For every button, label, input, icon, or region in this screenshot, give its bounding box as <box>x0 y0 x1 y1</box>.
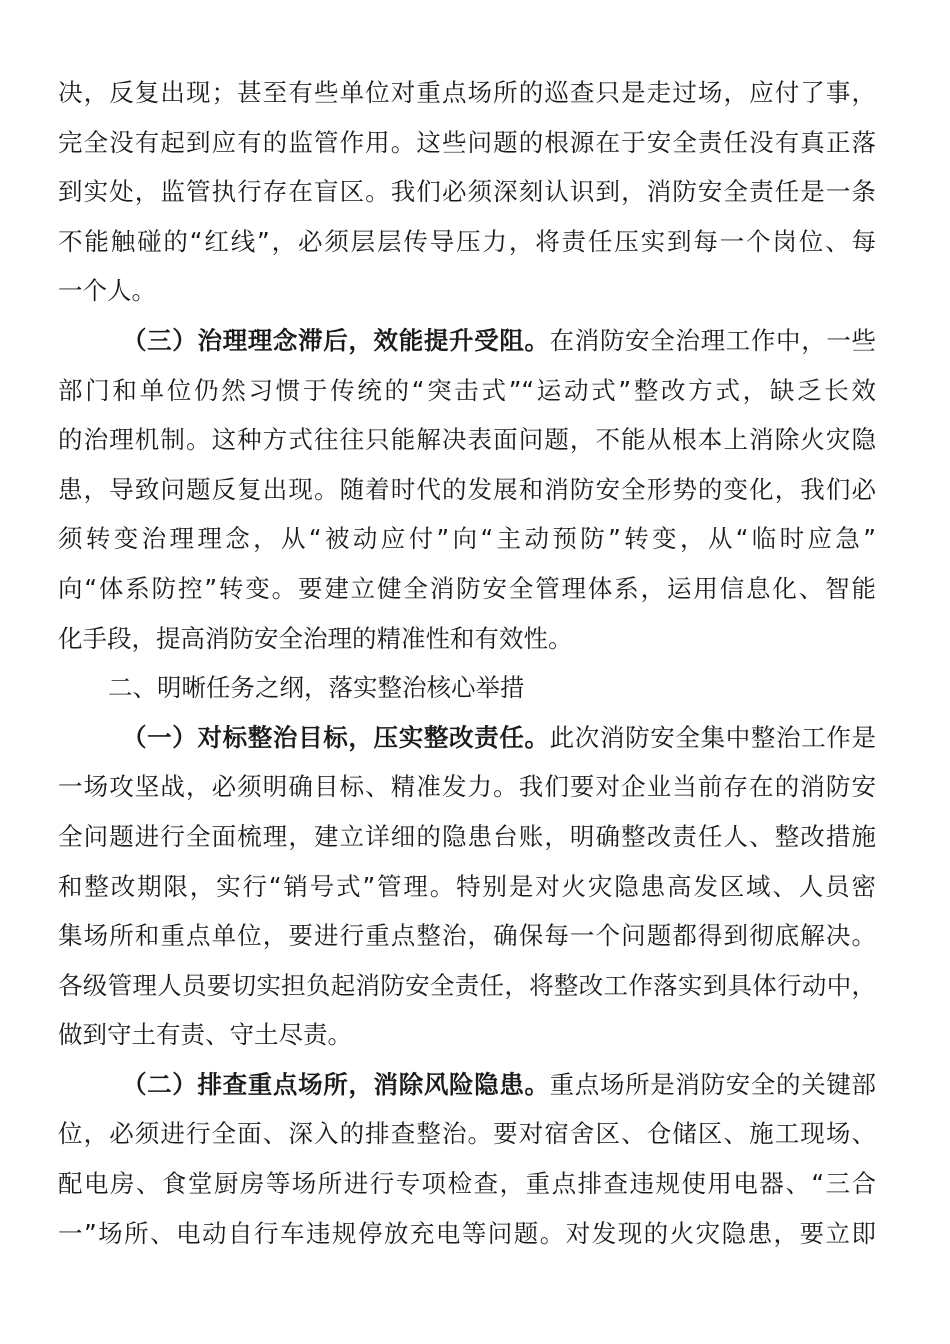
text-line: 一场攻坚战，必须明确目标、精准发力。我们要对企业当前存在的消防安 <box>58 772 876 802</box>
text-line <box>58 713 876 763</box>
text-line: 做到守土有责、守土尽责。 <box>58 1020 352 1050</box>
text-line: 决，反复出现；甚至有些单位对重点场所的巡查只是走过场，应付了事， <box>58 78 876 107</box>
text-line: 一”场所、电动自行车违规停放充电等问题。对发现的火灾隐患，要立即 <box>58 1218 876 1248</box>
section-heading: 二、明晰任务之纲，落实整治核心举措 <box>108 673 525 703</box>
text-line: 向“体系防控”转变。要建立健全消防安全管理体系，运用信息化、智能 <box>58 573 876 603</box>
subsection-heading: （二）排查重点场所，消除风险隐患。 <box>122 1069 550 1099</box>
text-line: 到实处，监管执行存在盲区。我们必须深刻认识到，消防安全责任是一条 <box>58 177 876 207</box>
text-line: 完全没有起到应有的监管作用。这些问题的根源在于安全责任没有真正落 <box>58 127 876 157</box>
text-line <box>58 1060 876 1110</box>
text-run: 此次消防安全集中整治工作是 <box>549 722 877 752</box>
paragraph-subsection-2 <box>58 1060 876 1258</box>
text-line: 一个人。 <box>58 276 156 306</box>
text-line: 集场所和重点单位，要进行重点整治，确保每一个问题都得到彻底解决。 <box>58 921 876 951</box>
paragraph-subsection-3 <box>58 316 876 663</box>
text-line: 化手段，提高消防安全治理的精准性和有效性。 <box>58 623 573 653</box>
text-line: 部门和单位仍然习惯于传统的“突击式”“运动式”整改方式，缺乏长效 <box>58 375 876 405</box>
text-line: 须转变治理理念，从“被动应付”向“主动预防”转变，从“临时应急” <box>58 524 876 554</box>
text-line: 的治理机制。这种方式往往只能解决表面问题，不能从根本上消除火灾隐 <box>58 425 876 455</box>
subsection-heading: （一）对标整治目标，压实整改责任。 <box>122 722 550 752</box>
text-line <box>58 316 876 366</box>
text-line: 位，必须进行全面、深入的排查整治。要对宿舍区、仓储区、施工现场、 <box>58 1119 876 1149</box>
text-line: 各级管理人员要切实担负起消防安全责任，将整改工作落实到具体行动中， <box>58 970 876 1000</box>
text-run: 在消防安全治理工作中，一些 <box>549 325 877 355</box>
text-line: 患，导致问题反复出现。随着时代的发展和消防安全形势的变化，我们必 <box>58 474 876 504</box>
paragraph-continued <box>58 68 876 316</box>
text-line: 全问题进行全面梳理，建立详细的隐患台账，明确整改责任人、整改措施 <box>58 821 876 851</box>
text-line: 和整改期限，实行“销号式”管理。特别是对火灾隐患高发区域、人员密 <box>58 871 876 901</box>
paragraph-subsection-1 <box>58 713 876 1060</box>
document-page <box>58 68 876 1258</box>
text-run: 重点场所是消防安全的关键部 <box>549 1069 877 1099</box>
subsection-heading: （三）治理理念滞后，效能提升受阻。 <box>122 325 550 355</box>
text-line: 配电房、食堂厨房等场所进行专项检查，重点排查违规使用电器、“三合 <box>58 1169 876 1199</box>
text-line: 不能触碰的“红线”，必须层层传导压力，将责任压实到每一个岗位、每 <box>58 226 876 256</box>
